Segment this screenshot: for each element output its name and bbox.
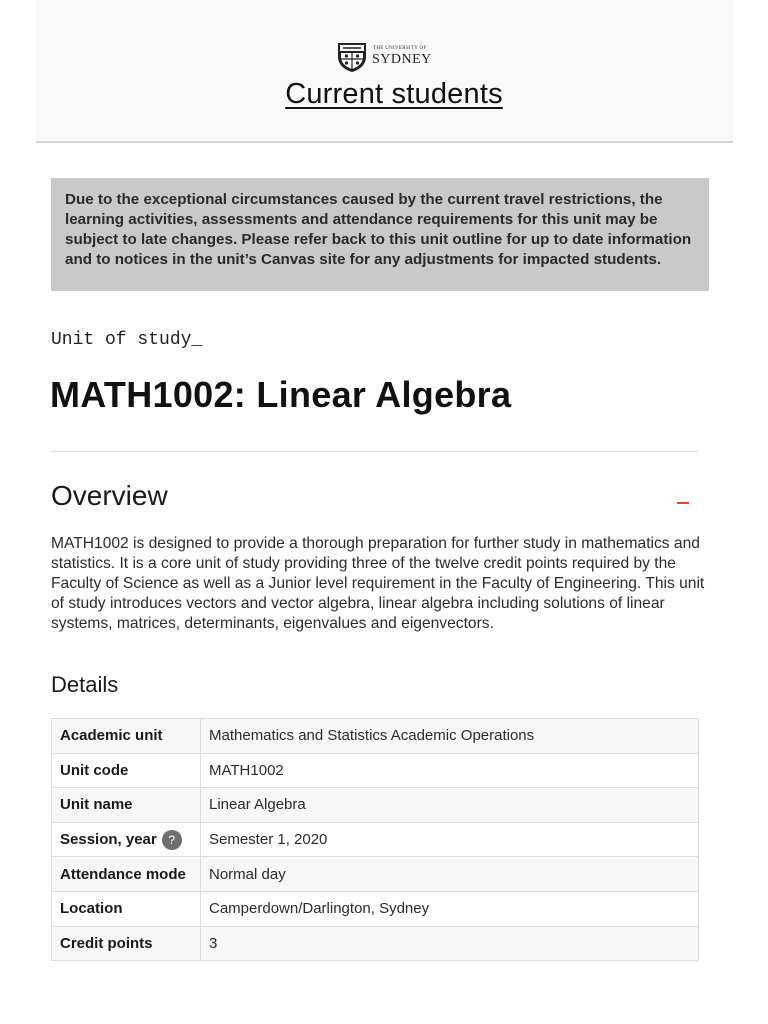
travel-restrictions-notice: Due to the exceptional circumstances caused by the current travel restrictions, the learning activities, assessments and attendance requirements for this unit may be subject to late changes. Please refer back to this unit outline for up to date information and to notices in the unit’s Canvas site for any adjustments for impacted students. <box>51 178 709 291</box>
overview-description: MATH1002 is designed to provide a thorough preparation for further study in mathematics and statistics. It is a core unit of study providing three of the twelve credit points required by the Faculty of Science as well as a Junior level requirement in the Faculty of Engineering. This unit of study introduces vectors and vector algebra, linear algebra including solutions of linear systems, matrices, determinants, eigenvalues and eigenvectors. <box>51 535 705 632</box>
crest-icon <box>336 41 368 73</box>
logo-wordmark: SYDNEY <box>372 52 432 67</box>
table-row <box>52 719 699 754</box>
site-header <box>36 0 733 143</box>
help-icon[interactable]: ? <box>162 830 182 850</box>
table-row <box>52 822 699 857</box>
table-row <box>52 926 699 961</box>
details-table <box>51 718 699 961</box>
row-value-unit-code: MATH1002 <box>201 753 699 788</box>
logo-caption: THE UNIVERSITY OF <box>373 46 427 51</box>
session-year-label: Session, year <box>60 830 157 848</box>
table-row <box>52 857 699 892</box>
minus-icon <box>677 502 689 504</box>
table-row <box>52 788 699 823</box>
details-heading: Details <box>51 672 119 697</box>
row-value-credit-points: 3 <box>201 926 699 961</box>
row-value-attendance-mode: Normal day <box>201 857 699 892</box>
section-divider <box>51 451 699 452</box>
row-value-session-year: Semester 1, 2020 <box>201 822 699 857</box>
row-value-unit-name: Linear Algebra <box>201 788 699 823</box>
row-label-unit-name: Unit name <box>52 788 201 823</box>
row-label-unit-code: Unit code <box>52 753 201 788</box>
row-value-academic-unit: Mathematics and Statistics Academic Operations <box>201 719 699 754</box>
site-title-link[interactable]: Current students <box>285 78 503 110</box>
page-title: MATH1002: Linear Algebra <box>50 374 512 415</box>
table-row <box>52 891 699 926</box>
unit-of-study-kicker: Unit of study_ <box>51 330 203 350</box>
university-logo[interactable] <box>336 41 436 73</box>
row-label-credit-points: Credit points <box>52 926 201 961</box>
table-row <box>52 753 699 788</box>
row-value-location: Camperdown/Darlington, Sydney <box>201 891 699 926</box>
overview-collapse-button[interactable] <box>674 492 694 512</box>
overview-heading: Overview <box>51 480 168 511</box>
row-label-attendance-mode: Attendance mode <box>52 857 201 892</box>
row-label-academic-unit: Academic unit <box>52 719 201 754</box>
row-label-session-year <box>52 822 201 857</box>
row-label-location: Location <box>52 891 201 926</box>
